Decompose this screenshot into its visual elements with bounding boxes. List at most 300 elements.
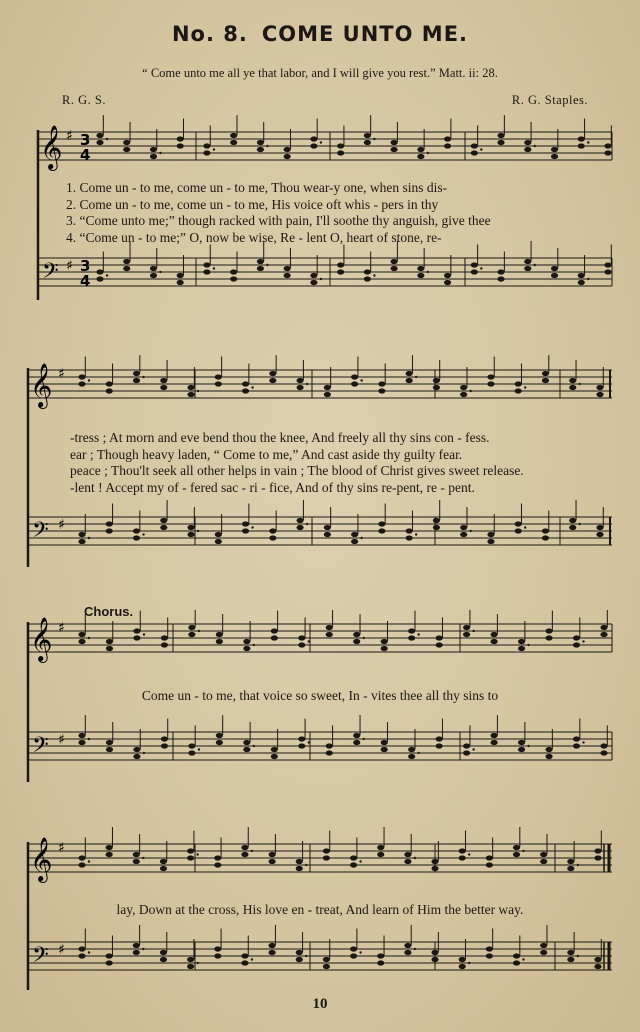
note-head (133, 535, 140, 540)
note-head (78, 740, 85, 745)
note-head (540, 943, 547, 948)
note-head (188, 625, 195, 630)
note-head (203, 269, 210, 274)
note-head (243, 639, 250, 644)
note-head (417, 154, 424, 159)
note-head (78, 381, 85, 386)
note-dot (469, 390, 471, 392)
note-dot (196, 962, 198, 964)
note-head (353, 639, 360, 644)
note-head (391, 140, 398, 145)
note-head (350, 953, 357, 958)
note-head (600, 750, 607, 755)
note-dot (142, 948, 144, 950)
note-dot (522, 850, 524, 852)
note-head (378, 521, 385, 526)
note-head (106, 960, 113, 965)
note-head (377, 960, 384, 965)
note-dot (142, 376, 144, 378)
note-head (545, 635, 552, 640)
note-dot (472, 630, 474, 632)
time-signature-top: 3 (80, 257, 91, 275)
key-signature-sharp-icon: ♯ (58, 732, 65, 748)
note-dot (253, 745, 255, 747)
note-head (133, 628, 140, 633)
note-head (160, 378, 167, 383)
note-head (271, 635, 278, 640)
note-head (433, 385, 440, 390)
composer-credit: R. G. Staples. (511, 93, 588, 107)
note-head (444, 273, 451, 278)
note-head (326, 750, 333, 755)
page-number: 10 (312, 996, 328, 1012)
note-dot (251, 386, 253, 388)
note-head (187, 957, 194, 962)
note-head (460, 392, 467, 397)
note-head (378, 528, 385, 533)
note-head (271, 747, 278, 752)
note-head (600, 632, 607, 637)
note-dot (579, 383, 581, 385)
note-head (542, 535, 549, 540)
note-dot (198, 748, 200, 750)
note-head (569, 518, 576, 523)
note-head (106, 953, 113, 958)
note-head (187, 855, 194, 860)
note-head (230, 140, 237, 145)
note-head (463, 750, 470, 755)
note-head (310, 136, 317, 141)
note-head (406, 535, 413, 540)
note-head (381, 747, 388, 752)
note-head (133, 378, 140, 383)
note-head (604, 143, 611, 148)
note-head (96, 133, 103, 138)
note-head (203, 143, 210, 148)
note-head (106, 639, 113, 644)
note-head (269, 371, 276, 376)
note-head (542, 528, 549, 533)
note-head (187, 964, 194, 969)
note-head (133, 859, 140, 864)
note-head (310, 143, 317, 148)
note-head (337, 150, 344, 155)
note-dot (142, 857, 144, 859)
note-head (578, 143, 585, 148)
note-head (337, 143, 344, 148)
note-head (216, 632, 223, 637)
note-head (297, 518, 304, 523)
note-dot (582, 741, 584, 743)
note-head (271, 628, 278, 633)
note-head (269, 535, 276, 540)
note-dot (320, 141, 322, 143)
note-head (78, 632, 85, 637)
note-dot (363, 637, 365, 639)
note-head (513, 960, 520, 965)
note-head (487, 374, 494, 379)
note-head (460, 385, 467, 390)
lyricist-credit: R. G. S. (62, 93, 106, 107)
note-head (284, 154, 291, 159)
note-head (257, 259, 264, 264)
note-head (436, 736, 443, 741)
note-head (160, 950, 167, 955)
bass-staff-2 (28, 517, 612, 545)
note-head (269, 943, 276, 948)
note-head (491, 639, 498, 644)
note-head (353, 733, 360, 738)
note-head (215, 532, 222, 537)
note-head (364, 133, 371, 138)
time-signature-bottom: 4 (80, 146, 91, 164)
note-head (404, 943, 411, 948)
note-head (242, 388, 249, 393)
note-head (297, 385, 304, 390)
note-head (133, 943, 140, 948)
note-head (133, 747, 140, 752)
verse-lyrics-system-2 (70, 430, 616, 496)
note-head (515, 528, 522, 533)
note-dot (577, 864, 579, 866)
note-dot (577, 955, 579, 957)
note-dot (468, 962, 470, 964)
note-head (406, 371, 413, 376)
note-dot (305, 864, 307, 866)
note-head (573, 743, 580, 748)
note-head (78, 532, 85, 537)
note-head (463, 632, 470, 637)
note-head (161, 743, 168, 748)
note-head (497, 133, 504, 138)
note-head (230, 276, 237, 281)
note-dot (251, 526, 253, 528)
chorus-lyric-line-2: lay, Down at the cross, His love en - treat, And learn of Him the better way. (116, 902, 524, 917)
chorus-lyric-line-1: Come un - to me, that voice so sweet, In - vites thee all thy sins to (141, 688, 499, 703)
note-dot (196, 853, 198, 855)
note-dot (527, 644, 529, 646)
note-head (515, 521, 522, 526)
note-head (177, 273, 184, 278)
note-dot (88, 637, 90, 639)
note-head (323, 964, 330, 969)
note-dot (587, 278, 589, 280)
note-head (177, 136, 184, 141)
note-head (353, 632, 360, 637)
note-dot (480, 148, 482, 150)
bass-notes-3 (78, 715, 607, 759)
note-dot (266, 145, 268, 147)
note-head (487, 381, 494, 386)
note-dot (213, 148, 215, 150)
note-head (540, 950, 547, 955)
note-head (269, 378, 276, 383)
note-head (351, 381, 358, 386)
note-head (323, 848, 330, 853)
note-head (243, 740, 250, 745)
note-head (296, 957, 303, 962)
note-head (106, 646, 113, 651)
note-dot (213, 267, 215, 269)
note-head (243, 747, 250, 752)
note-dot (88, 379, 90, 381)
note-dot (143, 633, 145, 635)
note-head (106, 388, 113, 393)
treble-notes-4 (78, 827, 601, 871)
note-head (487, 532, 494, 537)
note-head (569, 525, 576, 530)
note-head (391, 259, 398, 264)
note-head (436, 642, 443, 647)
note-head (596, 392, 603, 397)
note-head (377, 852, 384, 857)
note-head (463, 743, 470, 748)
note-head (569, 385, 576, 390)
note-head (551, 154, 558, 159)
note-head (150, 154, 157, 159)
note-head (408, 635, 415, 640)
note-head (296, 859, 303, 864)
note-head (471, 262, 478, 267)
note-head (436, 743, 443, 748)
note-head (106, 381, 113, 386)
bass-clef-icon: 𝄢 (32, 518, 49, 548)
note-head (150, 147, 157, 152)
note-head (518, 639, 525, 644)
key-signature-sharp-icon: ♯ (58, 366, 65, 382)
note-dot (251, 850, 253, 852)
note-head (203, 262, 210, 267)
note-head (378, 381, 385, 386)
note-dot (251, 958, 253, 960)
note-head (486, 862, 493, 867)
note-head (96, 140, 103, 145)
note-head (545, 754, 552, 759)
note-head (187, 848, 194, 853)
note-head (551, 273, 558, 278)
treble-clef-icon: 𝄞 (30, 363, 53, 407)
note-head (78, 733, 85, 738)
note-head (573, 736, 580, 741)
treble-clef-icon: 𝄞 (30, 617, 53, 661)
note-head (337, 269, 344, 274)
note-head (106, 747, 113, 752)
note-head (133, 950, 140, 955)
note-head (271, 754, 278, 759)
hymn-title (0, 22, 640, 46)
note-head (497, 140, 504, 145)
note-head (310, 280, 317, 285)
note-head (408, 628, 415, 633)
note-head (513, 852, 520, 857)
note-dot (587, 141, 589, 143)
note-head (187, 525, 194, 530)
note-head (78, 855, 85, 860)
bass-staff-4 (28, 942, 612, 970)
note-head (431, 866, 438, 871)
note-head (96, 276, 103, 281)
note-head (133, 371, 140, 376)
note-head (381, 646, 388, 651)
note-head (417, 147, 424, 152)
note-head (513, 845, 520, 850)
note-head (298, 743, 305, 748)
note-head (406, 528, 413, 533)
note-head (364, 276, 371, 281)
note-head (123, 147, 130, 152)
note-head (567, 859, 574, 864)
treble-notes-1 (96, 115, 611, 159)
note-head (284, 266, 291, 271)
note-head (350, 855, 357, 860)
note-head (216, 740, 223, 745)
treble-clef-icon: 𝄞 (40, 125, 63, 169)
note-head (600, 743, 607, 748)
note-head (594, 964, 601, 969)
note-head (326, 625, 333, 630)
note-head (298, 642, 305, 647)
note-head (161, 736, 168, 741)
note-dot (106, 274, 108, 276)
note-head (106, 740, 113, 745)
note-head (326, 632, 333, 637)
note-head (230, 133, 237, 138)
note-head (150, 273, 157, 278)
note-head (569, 378, 576, 383)
note-head (160, 866, 167, 871)
note-head (230, 269, 237, 274)
hymn-number: No. 8. (171, 22, 248, 46)
note-head (351, 374, 358, 379)
note-head (486, 855, 493, 860)
note-head (542, 378, 549, 383)
note-head (284, 147, 291, 152)
note-head (123, 266, 130, 271)
note-head (404, 950, 411, 955)
note-head (216, 639, 223, 644)
note-head (433, 378, 440, 383)
note-head (444, 280, 451, 285)
note-head (364, 140, 371, 145)
note-head (160, 525, 167, 530)
note-head (106, 852, 113, 857)
note-head (404, 859, 411, 864)
note-head (551, 147, 558, 152)
note-head (573, 642, 580, 647)
note-head (436, 635, 443, 640)
note-head (391, 266, 398, 271)
note-head (596, 525, 603, 530)
note-head (150, 266, 157, 271)
note-dot (159, 152, 161, 154)
note-head (459, 848, 466, 853)
note-head (594, 848, 601, 853)
note-dot (142, 533, 144, 535)
note-head (567, 866, 574, 871)
note-head (78, 946, 85, 951)
note-head (106, 528, 113, 533)
note-dot (469, 530, 471, 532)
note-dot (522, 958, 524, 960)
note-dot (88, 738, 90, 740)
note-head (471, 269, 478, 274)
note-dot (534, 264, 536, 266)
note-head (524, 140, 531, 145)
note-head (594, 855, 601, 860)
note-dot (143, 752, 145, 754)
note-head (350, 946, 357, 951)
note-head (486, 953, 493, 958)
note-dot (88, 537, 90, 539)
note-head (241, 953, 248, 958)
note-dot (360, 379, 362, 381)
note-head (133, 754, 140, 759)
note-head (431, 950, 438, 955)
note-dot (427, 152, 429, 154)
note-head (188, 743, 195, 748)
note-head (406, 378, 413, 383)
note-dot (359, 860, 361, 862)
note-head (524, 147, 531, 152)
note-head (604, 269, 611, 274)
note-dot (427, 271, 429, 273)
note-head (491, 733, 498, 738)
note-head (433, 525, 440, 530)
hymn-title-text: COME UNTO ME. (261, 22, 469, 46)
note-head (133, 635, 140, 640)
note-head (241, 852, 248, 857)
verse-4-line: -lent ! Accept my of - fered sac - ri - fice, And of thy sins re-pent, re - pent. (70, 479, 475, 495)
note-head (187, 532, 194, 537)
note-dot (198, 630, 200, 632)
note-head (257, 266, 264, 271)
note-head (408, 747, 415, 752)
note-head (187, 385, 194, 390)
note-head (323, 957, 330, 962)
note-head (298, 635, 305, 640)
note-head (215, 381, 222, 386)
note-head (497, 269, 504, 274)
note-head (471, 143, 478, 148)
note-head (324, 392, 331, 397)
note-dot (266, 264, 268, 266)
note-dot (524, 386, 526, 388)
note-dot (534, 145, 536, 147)
time-signature-bottom: 4 (80, 272, 91, 290)
note-dot (197, 390, 199, 392)
note-dot (308, 640, 310, 642)
note-head (297, 378, 304, 383)
note-head (545, 628, 552, 633)
note-dot (363, 738, 365, 740)
bass-clef-icon: 𝄢 (42, 259, 59, 289)
note-head (578, 136, 585, 141)
note-head (324, 385, 331, 390)
bass-clef-icon: 𝄢 (32, 943, 49, 973)
verse-1-line: 1. Come un - to me, come un - to me, Thou wear-y one, when sins dis- (66, 180, 448, 195)
note-head (578, 273, 585, 278)
verse-3-line: 3. “Come unto me;” though racked with pain, I'll soothe thy anguish, give thee (66, 213, 491, 228)
note-head (350, 862, 357, 867)
note-head (444, 136, 451, 141)
note-head (351, 539, 358, 544)
note-head (515, 388, 522, 393)
key-signature-sharp-icon: ♯ (66, 128, 73, 144)
note-dot (414, 948, 416, 950)
note-head (417, 266, 424, 271)
verse-2-line: ear ; Though heavy laden, “ Come to me,” And cast aside thy guilty fear. (70, 446, 463, 462)
note-head (444, 143, 451, 148)
